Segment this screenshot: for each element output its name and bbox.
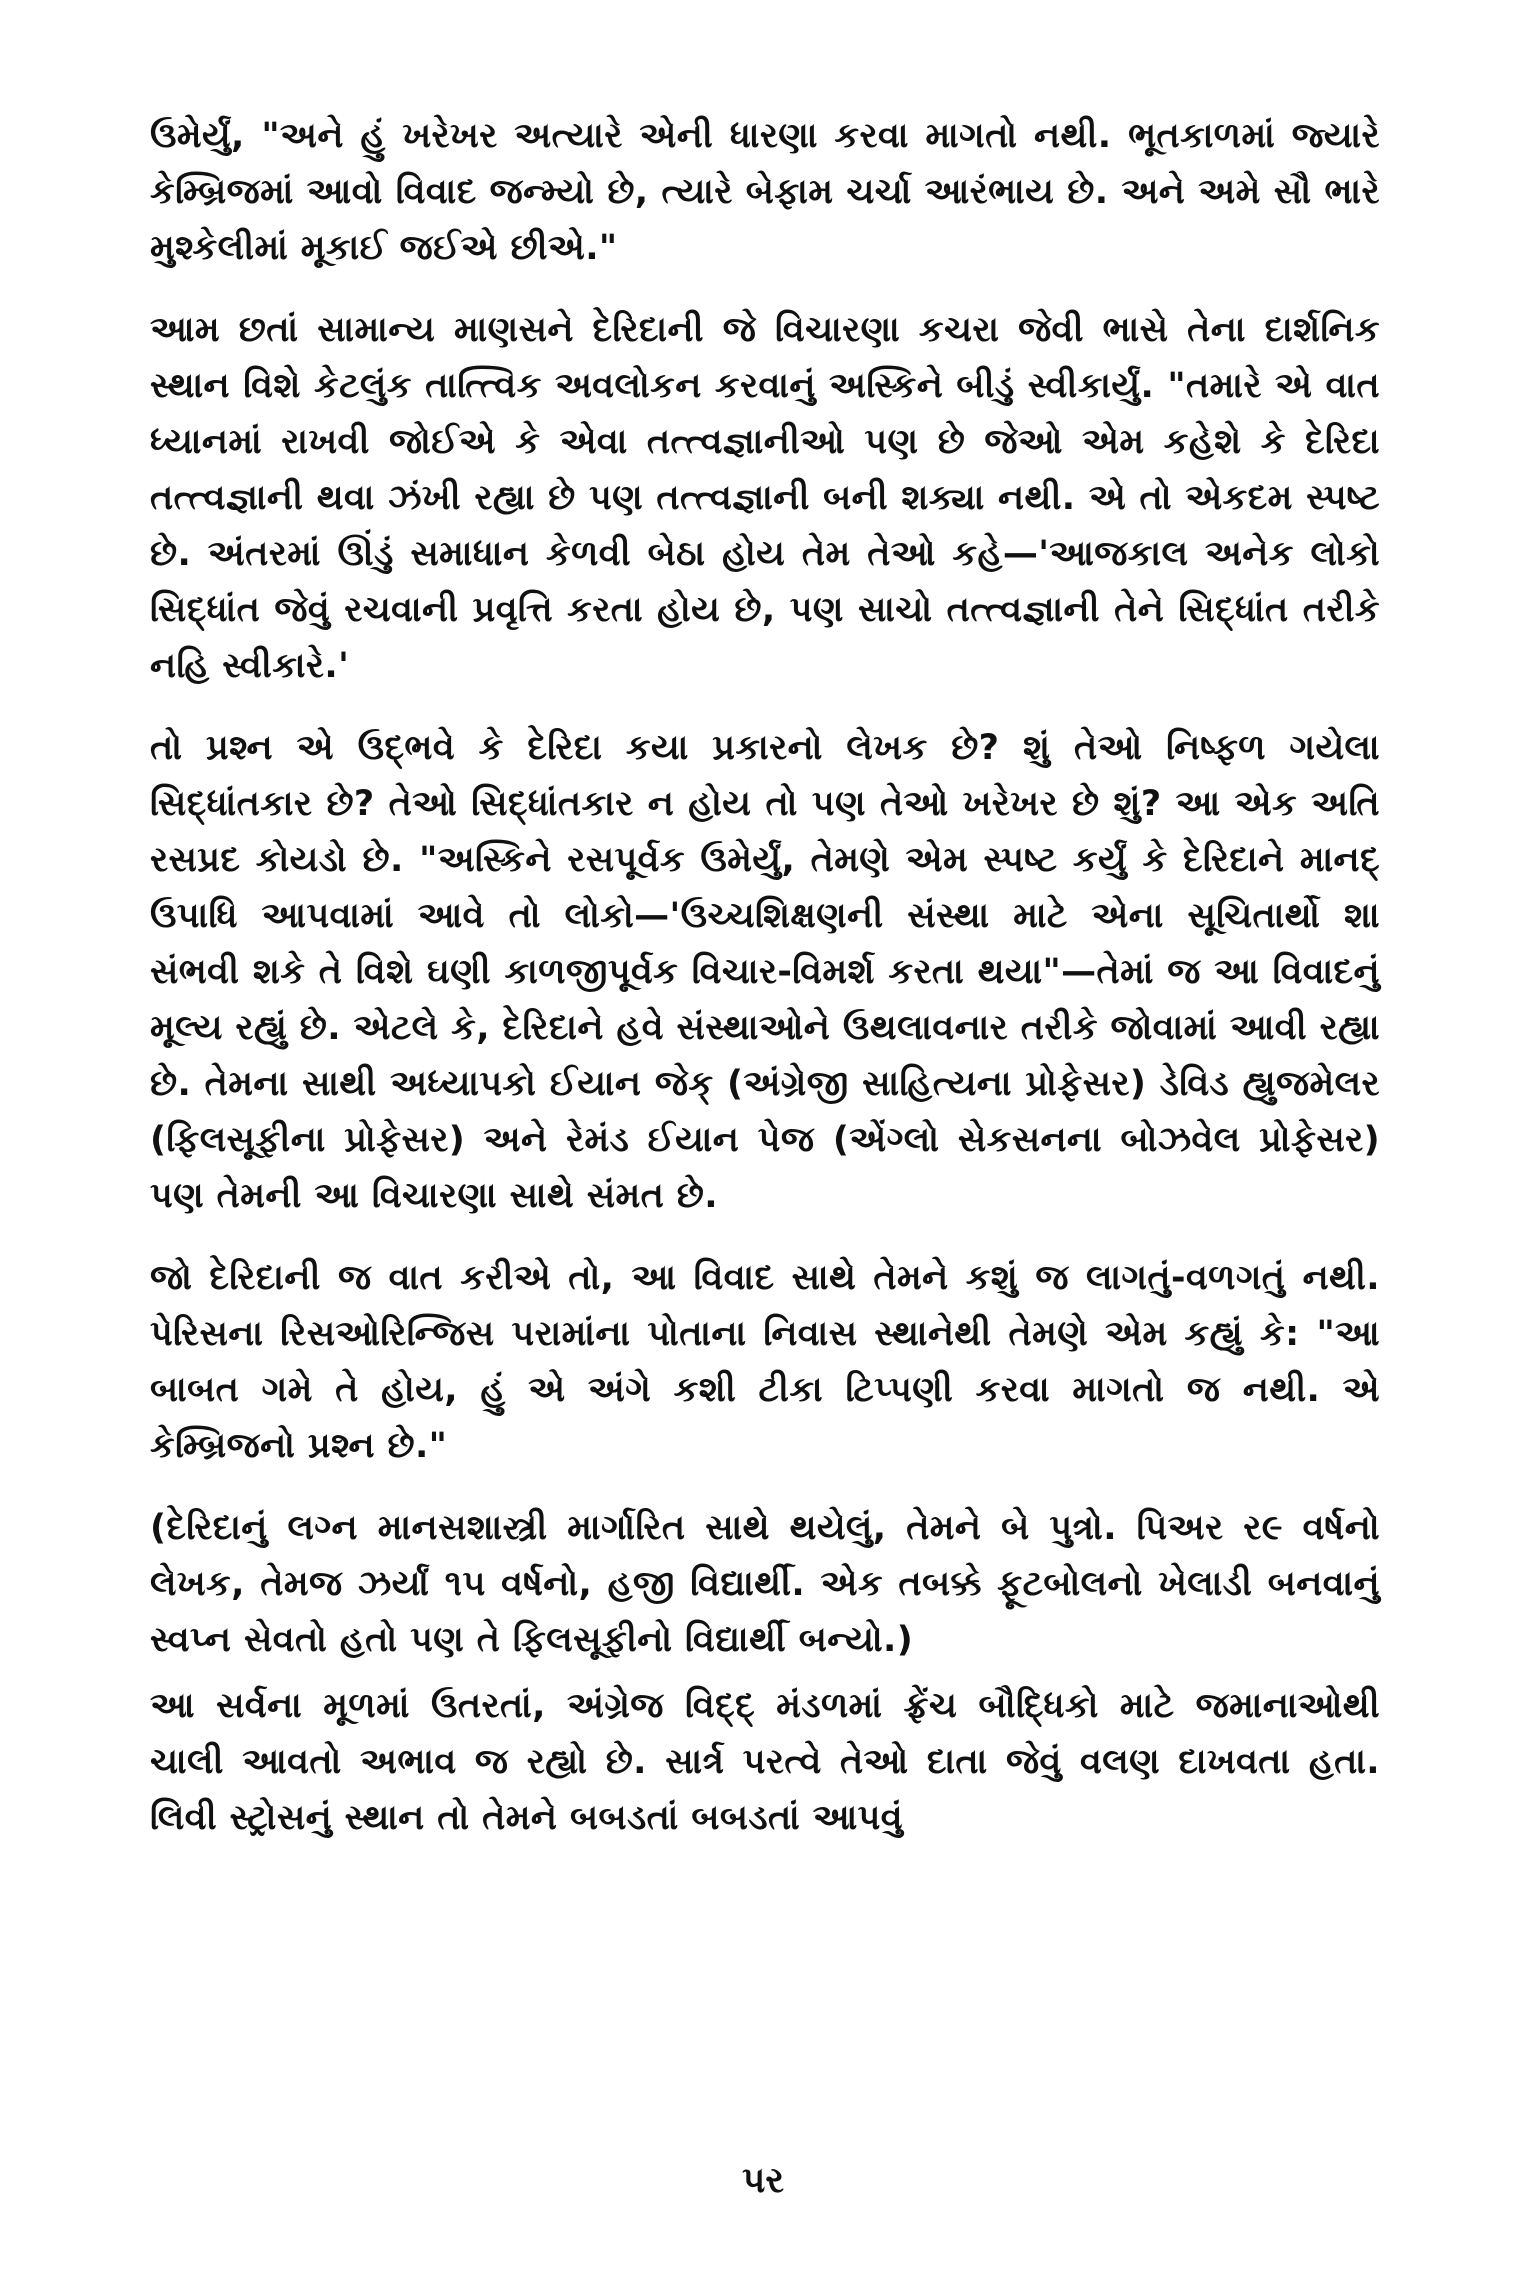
paragraph-2: આમ છતાં સામાન્ય માણસને દેરિદાની જે વિચારણા કચરા જેવી ભાસે તેના દાર્શનિક સ્થાન વિશે કેટલુંક તાત્ત્વિક અવલોકન કરવાનું અસ્કિને બીડું સ્વીકાર્યું. "તમારે એ વાત ધ્યાનમાં રાખવી જોઈએ કે એવા તત્ત્વજ્ઞાનીઓ પણ છે જેઓ એમ કહેશે કે દેરિદા તત્ત્વજ્ઞાની થવા ઝંખી રહ્યા છે પણ તત્ત્વજ્ઞાની બની શક્યા નથી. એ તો એકદમ સ્પષ્ટ છે. અંતરમાં ઊંડું સમાધાન કેળવી બેઠા હોય તેમ તેઓ કહે—'આજકાલ અનેક લોકો સિદ્ધાંત જેવું રચવાની પ્રવૃત્તિ કરતા હોય છે, પણ સાચો તત્ત્વજ્ઞાની તેને સિદ્ધાંત તરીકે નહિ સ્વીકારે.': [150, 310, 1380, 686]
paragraph-3: તો પ્રશ્ન એ ઉદ્ભવે કે દેરિદા કયા પ્રકારનો લેખક છે? શું તેઓ નિષ્ફળ ગયેલા સિદ્ધાંતકાર છે? તેઓ સિદ્ધાંતકાર ન હોય તો પણ તેઓ ખરેખર છે શું? આ એક અતિ રસપ્રદ કોયડો છે. "અસ્કિને રસપૂર્વક ઉમેર્યું, તેમણે એમ સ્પષ્ટ કર્યું કે દેરિદાને માનદ્ ઉપાધિ આપવામાં આવે તો લોકો—'ઉચ્ચશિક્ષણની સંસ્થા માટે એના સૂચિતાર્થો શા સંભવી શકે તે વિશે ઘણી કાળજીપૂર્વક વિચાર-વિમર્શ કરતા થયા"—તેમાં જ આ વિવાદનું મૂલ્ય રહ્યું છે. એટલે કે, દેરિદાને હવે સંસ્થાઓને ઉથલાવનાર તરીકે જોવામાં આવી રહ્યા છે. તેમના સાથી અધ્યાપકો ઈયાન જેક્ (અંગ્રેજી સાહિત્યના પ્રોફેસર) ડેવિડ હ્યુજમેલર (ફિલસૂફીના પ્રોફેસર) અને રેમંડ ઈયાન પેજ (એંગ્લો સેકસનના બોઝવેલ પ્રોફેસર) પણ તેમની આ વિચારણા સાથે સંમત છે.: [150, 728, 1380, 1216]
paragraph-5: (દેરિદાનું લગ્ન માનસશાસ્ત્રી માર્ગારિત સાથે થયેલું, તેમને બે પુત્રો. પિઅર ર૯ વર્ષનો લેખક, તેમજ ઝર્યાં ૧૫ વર્ષનો, હજી વિદ્યાર્થી. એક તબક્કે ફૂટબોલનો ખેલાડી બનવાનું સ્વપ્ન સેવતો હતો પણ તે ફિલસૂફીનો વિદ્યાર્થી બન્યો.): [150, 1508, 1380, 1660]
page-body: [150, 108, 1380, 1846]
page-number: પર: [742, 2160, 784, 2201]
paragraph-4: જો દેરિદાની જ વાત કરીએ તો, આ વિવાદ સાથે તેમને કશું જ લાગતું-વળગતું નથી. પેરિસના રિસઓરિન્જિસ પરામાંના પોતાના નિવાસ સ્થાનેથી તેમણે એમ કહ્યું કે: "આ બાબત ગમે તે હોય, હું એ અંગે કશી ટીકા ટિપ્પણી કરવા માગતો જ નથી. એ કેમ્બ્રિજનો પ્રશ્ન છે.": [150, 1258, 1380, 1466]
paragraph-1: ઉમેર્યું, "અને હું ખરેખર અત્યારે એની ધારણા કરવા માગતો નથી. ભૂતકાળમાં જ્યારે કેમ્બ્રિજમાં આવો વિવાદ જન્મ્યો છે, ત્યારે બેફામ ચર્ચા આરંભાય છે. અને અમે સૌ ભારે મુશ્કેલીમાં મૂકાઈ જઈએ છીએ.": [150, 116, 1380, 268]
paragraph-6: આ સર્વના મૂળમાં ઉતરતાં, અંગ્રેજ વિદ્દ્ મંડળમાં ફ્રેંચ બૌદ્ધિકો માટે જમાનાઓથી ચાલી આવતો અભાવ જ રહ્યો છે. સાર્ત્ર પરત્વે તેઓ દાતા જેવું વલણ દાખવતા હતા. લિવી સ્ટ્રોસનું સ્થાન તો તેમને બબડતાં બબડતાં આપવું: [150, 1686, 1380, 1838]
